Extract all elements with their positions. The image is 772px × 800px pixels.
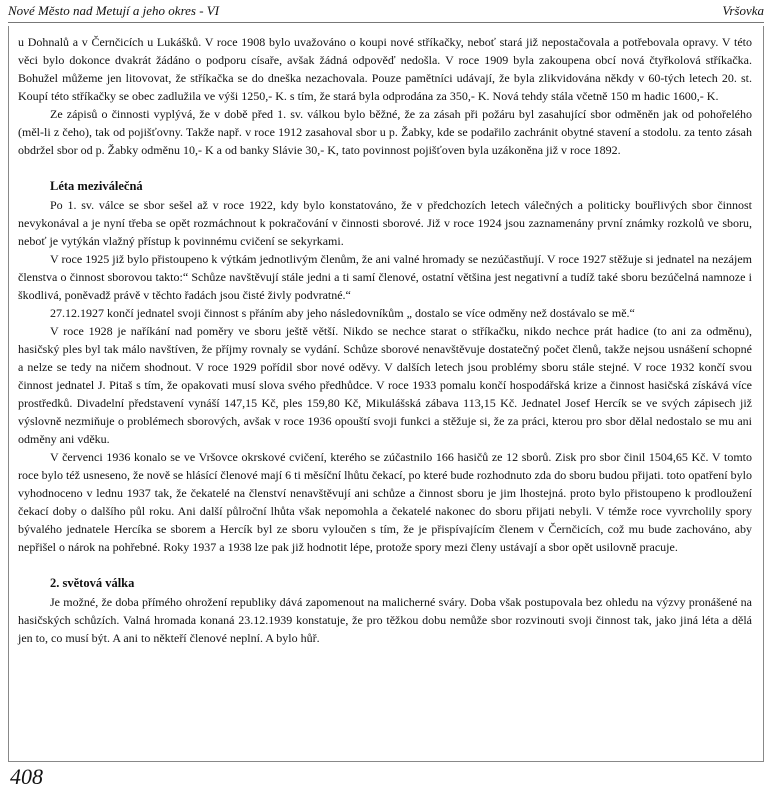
body-text	[18, 33, 752, 647]
paragraph: u Dohnalů a v Černčicích u Lukášků. V roce 1908 bylo uvažováno o koupi nové stříkačky, neboť stará již nepostačovala a potřebovala opravy. V této věci bylo dokonce dvakrát žádáno o podporu císaře, avšak žádná odpověď nedošla. V roce 1909 byla zakoupena obcí nová čtyřkolová stříkačka. Bohužel můžeme jen litovovat, že stříkačka se do dneška nezachovala. Pouze pamětníci udávají, že byla zlikvidována někdy v 60-tých letech 20. st. Koupí této stříkačky se obec zadlužila ve výši 1250,- K. s tím, že stará byla odprodána za 350,- K. Nová tehdy stála včetně 150 m hadic 1600,- K.	[18, 35, 752, 103]
paragraph: Ze zápisů o činnosti vyplývá, že v době před 1. sv. válkou bylo běžné, že za zásah při požáru byl zasahující sbor odměněn jak od pohořelého (měl-li z čeho), tak od pojišťovny. Takže např. v roce 1912 zasahoval sbor u p. Žabky, kde se podařilo zachránit obytné stavení a stodolu. za tento zásah obdržel sbor od p. Žabky odměnu 10,- K a od banky Slávie 30,- K, tato povinnost pojišťoven byla uzákoněna již v roce 1892.	[18, 107, 752, 157]
paragraph: 27.12.1927 končí jednatel svoji činnost s přáním aby jeho následovníkům „ dostalo se více odměny než dostávalo se mě.“	[50, 305, 635, 320]
header-chapter: Vršovka	[722, 3, 764, 18]
paragraph: V roce 1925 již bylo přistoupeno k výtkám jednotlivým členům, že ani valné hromady se nezúčastňují. V roce 1927 stěžuje si jednatel na nezájem členstva o činnost sborovou takto:“ Schůze navštěvují stále jedni a ti samí členové, ostatní většina jest negativní a tudíž také sboru bezúčelná namnoze i škodlivá, poněvadž právě v těchto řadách jsou čisté živly podvratné.“	[18, 251, 752, 302]
section-heading: Léta meziválečná	[50, 179, 143, 193]
running-header	[8, 0, 764, 23]
page-number: 408	[10, 764, 43, 789]
section-heading: 2. světová válka	[50, 575, 135, 590]
paragraph: Po 1. sv. válce se sbor sešel až v roce 1922, kdy bylo konstatováno, že v předchozích letech válečných a politicky bouřlivých sbor činnost nevykonával a je nyní třeba se opět rozmáchnout k pokračování v činnosti sborové. Již v roce 1924 jsou zaznamenány první známky rozkolů ve sboru, neboť je vytýkán vlažný přístup k povinnému cvičení se sekyrkami.	[18, 197, 752, 248]
paragraph: V roce 1928 je naříkání nad poměry ve sboru ještě větší. Nikdo se nechce starat o stříkačku, nikdo nechce prát hadice (to ani za odměnu), hasičský ples byl tak málo navštíven, že příjmy rovnaly se vydání. Schůze sborové nenavštěvuje dostatečný počet členů, takže nejsou usnášení schopné a nelze se tedy na ničem shodnout. V roce 1929 pořídil sbor nové oděvy. V dalších letech jsou problémy sboru stále stejné. V roce 1932 končí svou činnost jednatel J. Pitaš s tím, že opakovati musí slova svého předhůdce. V roce 1933 pomalu končí hospodářská krize a činnost hasičská získává více prostředků. Divadelní představení vynáší 147,15 Kč, ples 159,80 Kč, Mikulášská zábava 113,15 Kč. Jednatel Josef Hercík se ve svých zápisech již výslovně nezmiňuje o problémech sborových, avšak v roce 1936 opouští svoji funkci a stěžuje si, že za práci, kterou pro sbor dělal nedostalo se mu ani odměny ani vděku.	[18, 323, 752, 446]
paragraph: Je možné, že doba přímého ohrožení republiky dává zapomenout na malicherné sváry. Doba však postupovala bez ohledu na výzvy pronášené na hasičských schůzích. Valná hromada konaná 23.12.1939 konstatuje, že pro těžkou dobu nemůže sbor rozvinouti svoji činnost tak, jako jiná léta a dělá jen to, co musí být. A ani to někteří členové neplní. A bylo hůř.	[18, 594, 752, 645]
paragraph: V červenci 1936 konalo se ve Vršovce okrskové cvičení, kterého se zúčastnilo 166 hasičů ze 12 sborů. Zisk pro sbor činil 1504,65 Kč. V tomto roce bylo též usneseno, že nově se hlásící členové mají 6 ti měsíční lhůtu čekací, po které bude rozhodnuto zda do sboru budou přijati. toto opatření bylo vyhodnoceno v lednu 1937 tak, že čekatelé na členství nenavštěvují ani schůze a činnost sboru je jim lhostejná. proto bylo přistoupeno k prodloužení čekací doby o dalšího půl roku. Ani další půlroční lhůta však nepomohla a čekatelé nakonec do sboru přijati nebyli. V témže roce vyvrcholily spory bývalého jednatele Hercíka se sborem a Hercík byl ze sboru vyloučen s tím, že je přispívajícím členem v Černčicích, což mu bude zachováno, aby nepřišel o nárok na pohřebné. Roky 1937 a 1938 lze pak již hodnotit lépe, protože spory mezi členy ustávají a sbor opět usilovně pracuje.	[18, 449, 752, 554]
header-book-title: Nové Město nad Metují a jeho okres - VI	[8, 3, 220, 18]
